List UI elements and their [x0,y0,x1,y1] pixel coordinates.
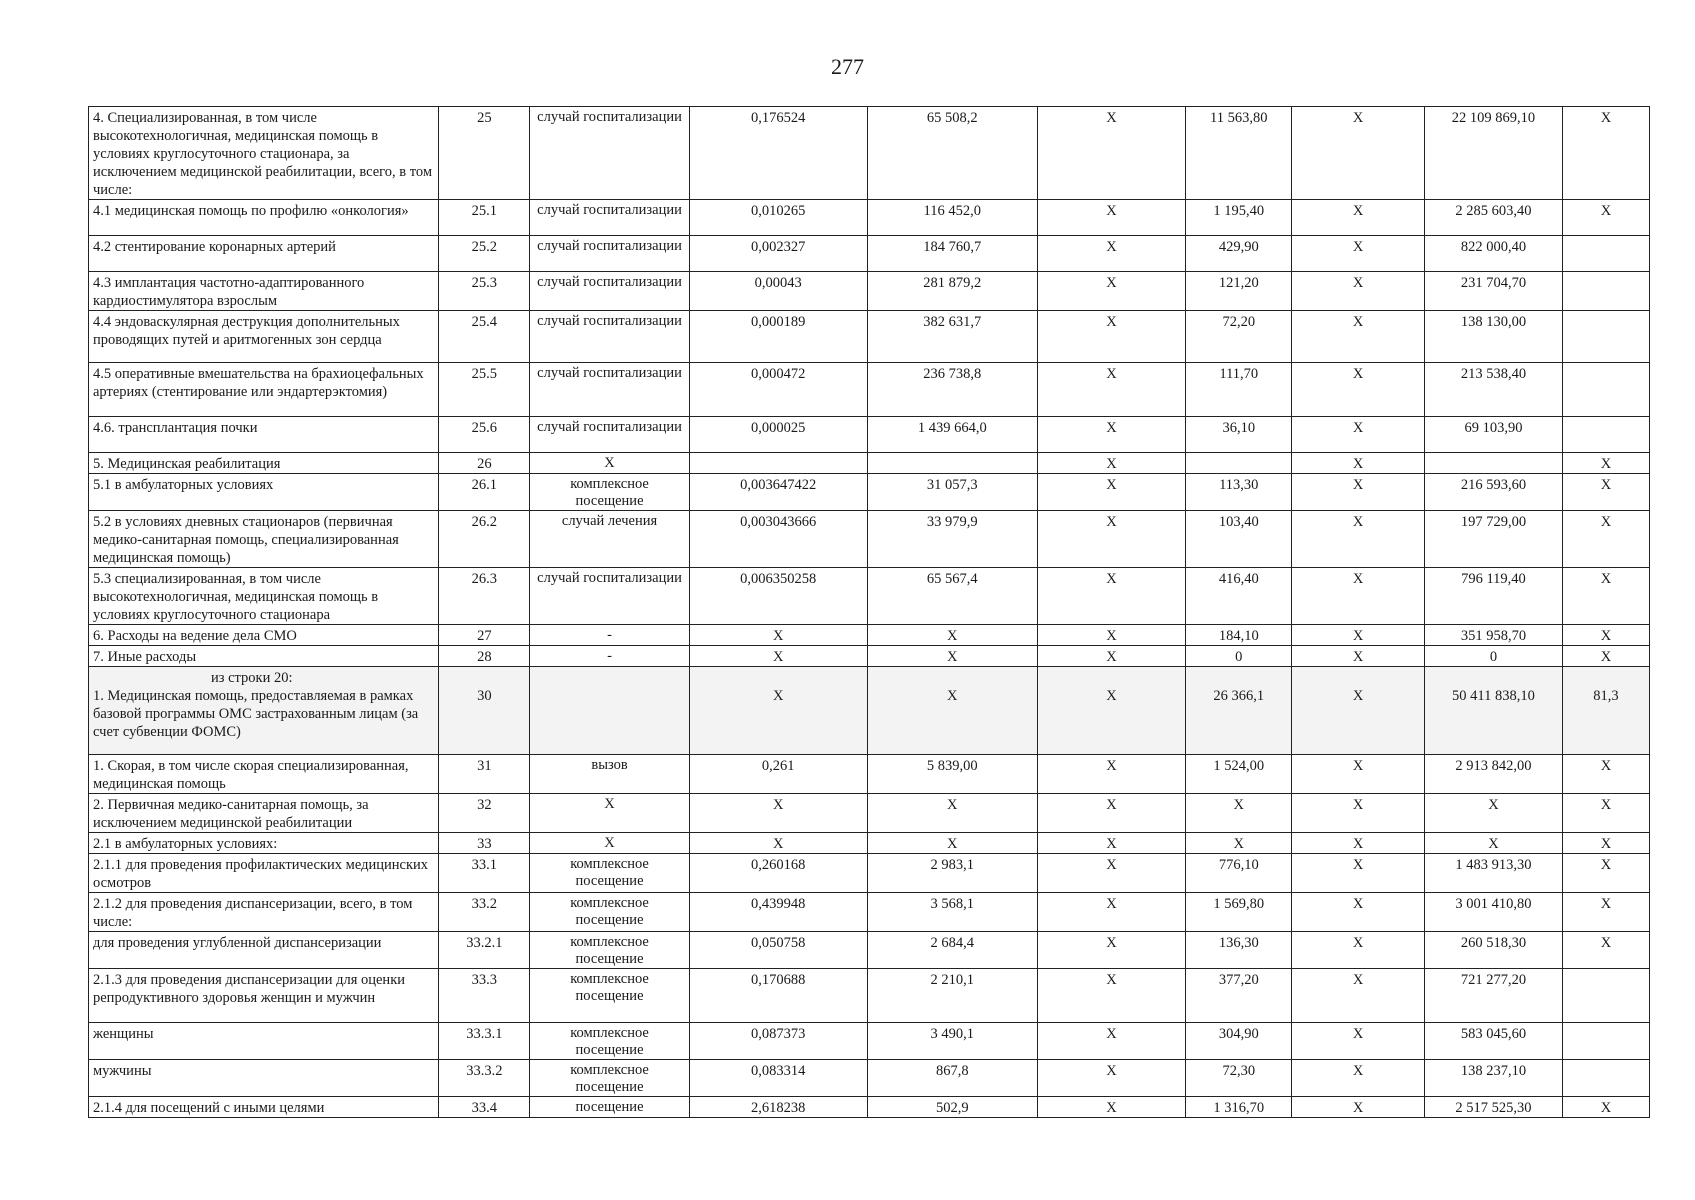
cell-name: 2.1.3 для проведения диспансеризации для оценки репродуктивного здоровья женщин и мужчин [89,969,439,1023]
cell-code: 25.5 [439,363,530,417]
cell-c4: 0,170688 [689,969,867,1023]
cell-c6: X [1037,568,1186,625]
cell-c10 [1562,272,1649,311]
cell-c5: 3 568,1 [867,893,1037,932]
cell-c8: X [1292,417,1425,453]
cell-c4: 0,087373 [689,1023,867,1060]
table-row [89,568,1650,625]
cell-c9: 2 517 525,30 [1424,1097,1562,1118]
cell-c7: 72,30 [1186,1060,1292,1097]
cell-name: 5.1 в амбулаторных условиях [89,474,439,511]
cell-c4: 0,003043666 [689,511,867,568]
cell-c9: 0 [1424,646,1562,667]
cell-c7: 776,10 [1186,854,1292,893]
cell-c9: X [1424,833,1562,854]
cell-c10: X [1562,932,1649,969]
cell-c8: X [1292,363,1425,417]
cell-code: 26.2 [439,511,530,568]
cell-c5: 31 057,3 [867,474,1037,511]
cell-c10: X [1562,893,1649,932]
cell-c9: 69 103,90 [1424,417,1562,453]
cell-c9: 1 483 913,30 [1424,854,1562,893]
cell-c4: 0,261 [689,755,867,794]
table-row [89,363,1650,417]
cell-c9: 138 130,00 [1424,311,1562,363]
cell-name: для проведения углубленной диспансеризации [89,932,439,969]
cell-c9: 22 109 869,10 [1424,107,1562,200]
cell-code: 31 [439,755,530,794]
cell-name: 4. Специализированная, в том числе высокотехнологичная, медицинская помощь в условиях круглосуточного стационара, за исключением медицинской реабилитации, всего, в том числе: [89,107,439,200]
cell-c6: X [1037,453,1186,474]
cell-c5: 65 508,2 [867,107,1037,200]
cell-c9: 351 958,70 [1424,625,1562,646]
table-row [89,1097,1650,1118]
cell-code: 32 [439,794,530,833]
cell-c9: 2 913 842,00 [1424,755,1562,794]
table-row [89,474,1650,511]
cell-code: 33.1 [439,854,530,893]
cell-name: 4.3 имплантация частотно-адаптированного кардиостимулятора взрослым [89,272,439,311]
cell-c8: X [1292,200,1425,236]
table-row [89,854,1650,893]
cell-c6: X [1037,794,1186,833]
table-row [89,833,1650,854]
cell-c10 [1562,1023,1649,1060]
cell-code: 33.3.1 [439,1023,530,1060]
cell-c7: 1 524,00 [1186,755,1292,794]
cell-name: 4.2 стентирование коронарных артерий [89,236,439,272]
cell-unit: случай госпитализации [530,236,689,272]
cell-name: мужчины [89,1060,439,1097]
cell-c10: X [1562,200,1649,236]
cell-c5: 1 439 664,0 [867,417,1037,453]
cell-code: 33.4 [439,1097,530,1118]
cell-name: 2.1.1 для проведения профилактических медицинских осмотров [89,854,439,893]
cell-code: 30 [439,667,530,755]
table-row [89,625,1650,646]
cell-c6: X [1037,474,1186,511]
cell-c10: X [1562,1097,1649,1118]
cell-c6: X [1037,667,1186,755]
cell-c4: 2,618238 [689,1097,867,1118]
cell-c6: X [1037,236,1186,272]
cell-c9: 796 119,40 [1424,568,1562,625]
cell-c7: 1 316,70 [1186,1097,1292,1118]
table-row [89,236,1650,272]
cell-c7: 0 [1186,646,1292,667]
cell-c7 [1186,453,1292,474]
cell-unit: комплексное посещение [530,854,689,893]
cell-code: 33 [439,833,530,854]
cell-c8: X [1292,236,1425,272]
cell-c4: X [689,794,867,833]
cell-code: 33.2 [439,893,530,932]
cell-c6: X [1037,511,1186,568]
cell-c7: X [1186,794,1292,833]
cell-c4: 0,010265 [689,200,867,236]
table-body [89,107,1650,1118]
cell-unit: - [530,625,689,646]
cell-c10: X [1562,107,1649,200]
cell-c8: X [1292,107,1425,200]
cell-c10 [1562,417,1649,453]
cell-c10 [1562,363,1649,417]
cell-unit: случай госпитализации [530,311,689,363]
cell-unit: комплексное посещение [530,1023,689,1060]
cell-code: 33.2.1 [439,932,530,969]
cell-c6: X [1037,107,1186,200]
cell-c10: X [1562,474,1649,511]
cell-c8: X [1292,833,1425,854]
cell-c9: 213 538,40 [1424,363,1562,417]
cell-c4: 0,000025 [689,417,867,453]
cell-unit: комплексное посещение [530,893,689,932]
cell-c4: X [689,667,867,755]
table-row [89,272,1650,311]
cell-c6: X [1037,625,1186,646]
cell-c5: 281 879,2 [867,272,1037,311]
cell-c6: X [1037,646,1186,667]
cell-c8: X [1292,893,1425,932]
cell-c9: 231 704,70 [1424,272,1562,311]
cell-name: 2.1.4 для посещений с иными целями [89,1097,439,1118]
table-row [89,311,1650,363]
cell-c5: X [867,646,1037,667]
cell-c5: 2 684,4 [867,932,1037,969]
cell-c4: 0,050758 [689,932,867,969]
cell-c6: X [1037,969,1186,1023]
cell-c9: 260 518,30 [1424,932,1562,969]
cell-c5: 236 738,8 [867,363,1037,417]
cell-c8: X [1292,1097,1425,1118]
cell-c6: X [1037,272,1186,311]
cell-c9: 50 411 838,10 [1424,667,1562,755]
cell-code: 25.6 [439,417,530,453]
cell-c7: 429,90 [1186,236,1292,272]
cell-name: 4.4 эндоваскулярная деструкция дополнительных проводящих путей и аритмогенных зон сердца [89,311,439,363]
cell-unit: X [530,833,689,854]
cell-code: 33.3.2 [439,1060,530,1097]
cell-c7: X [1186,833,1292,854]
cell-c6: X [1037,893,1186,932]
table-row [89,453,1650,474]
cell-c4: 0,083314 [689,1060,867,1097]
cell-c4: 0,439948 [689,893,867,932]
cell-code: 25.1 [439,200,530,236]
cell-unit: - [530,646,689,667]
cell-unit: случай госпитализации [530,568,689,625]
cell-c7: 36,10 [1186,417,1292,453]
cell-c9: 822 000,40 [1424,236,1562,272]
cell-code: 25 [439,107,530,200]
cell-c8: X [1292,755,1425,794]
cell-c5: X [867,625,1037,646]
cell-unit: посещение [530,1097,689,1118]
cell-c4: 0,002327 [689,236,867,272]
cell-c7: 121,20 [1186,272,1292,311]
cell-code: 25.4 [439,311,530,363]
cell-c5: X [867,833,1037,854]
cell-c9: 721 277,20 [1424,969,1562,1023]
cell-c10 [1562,969,1649,1023]
cell-c8: X [1292,568,1425,625]
cell-c9: 3 001 410,80 [1424,893,1562,932]
cell-c4: 0,006350258 [689,568,867,625]
table-row [89,417,1650,453]
cell-code: 26 [439,453,530,474]
cell-unit: случай госпитализации [530,417,689,453]
cell-c10: X [1562,755,1649,794]
cell-c5: X [867,667,1037,755]
cell-c7: 184,10 [1186,625,1292,646]
cell-c6: X [1037,200,1186,236]
cell-c6: X [1037,1060,1186,1097]
cell-code: 25.3 [439,272,530,311]
table-row [89,969,1650,1023]
cell-code: 27 [439,625,530,646]
cell-name: 2.1 в амбулаторных условиях: [89,833,439,854]
cell-unit: случай госпитализации [530,363,689,417]
cell-c8: X [1292,272,1425,311]
cell-unit: комплексное посещение [530,969,689,1023]
cell-c8: X [1292,625,1425,646]
cell-c10: 81,3 [1562,667,1649,755]
cell-c8: X [1292,667,1425,755]
cell-c9: 216 593,60 [1424,474,1562,511]
cell-c10: X [1562,625,1649,646]
cell-c9: 197 729,00 [1424,511,1562,568]
cell-c10: X [1562,646,1649,667]
cell-c10: X [1562,833,1649,854]
cell-unit: случай госпитализации [530,200,689,236]
cell-c7: 103,40 [1186,511,1292,568]
cell-c5: X [867,794,1037,833]
cell-c7: 304,90 [1186,1023,1292,1060]
cell-name: 4.1 медицинская помощь по профилю «онкология» [89,200,439,236]
cell-code: 25.2 [439,236,530,272]
cell-c7: 26 366,1 [1186,667,1292,755]
cell-name: женщины [89,1023,439,1060]
table-row [89,667,1650,755]
cell-c5: 382 631,7 [867,311,1037,363]
cell-c6: X [1037,311,1186,363]
cell-c5: 867,8 [867,1060,1037,1097]
cell-c8: X [1292,646,1425,667]
cell-name: 1. Скорая, в том числе скорая специализированная, медицинская помощь [89,755,439,794]
row-name: 1. Медицинская помощь, предоставляемая в рамках базовой программы ОМС застрахованным лицам (за счет субвенции ФОМС) [93,688,419,740]
cell-c7: 1 195,40 [1186,200,1292,236]
cell-unit: комплексное посещение [530,1060,689,1097]
cell-c7: 113,30 [1186,474,1292,511]
cell-unit: X [530,453,689,474]
cell-c8: X [1292,932,1425,969]
table-row [89,1060,1650,1097]
cell-c6: X [1037,854,1186,893]
cell-name: 4.6. трансплантация почки [89,417,439,453]
cell-c8: X [1292,794,1425,833]
cell-c10: X [1562,854,1649,893]
cell-name: 2.1.2 для проведения диспансеризации, всего, в том числе: [89,893,439,932]
cell-name: 4.5 оперативные вмешательства на брахиоцефальных артериях (стентирование или эндартерэктомия) [89,363,439,417]
cell-name: 5. Медицинская реабилитация [89,453,439,474]
cell-c5: 5 839,00 [867,755,1037,794]
cell-name: 2. Первичная медико-санитарная помощь, за исключением медицинской реабилитации [89,794,439,833]
cell-c4: 0,000472 [689,363,867,417]
table-row [89,511,1650,568]
cell-c6: X [1037,363,1186,417]
cell-c4 [689,453,867,474]
table-row [89,646,1650,667]
table-row [89,107,1650,200]
cell-c8: X [1292,311,1425,363]
cell-c4: 0,003647422 [689,474,867,511]
cell-c9: 2 285 603,40 [1424,200,1562,236]
cell-c7: 377,20 [1186,969,1292,1023]
cell-code: 26.3 [439,568,530,625]
cell-c7: 1 569,80 [1186,893,1292,932]
cell-c5: 184 760,7 [867,236,1037,272]
cell-c4: 0,176524 [689,107,867,200]
cell-c4: X [689,646,867,667]
cell-code: 28 [439,646,530,667]
cell-c4: 0,260168 [689,854,867,893]
cell-c5: 65 567,4 [867,568,1037,625]
section-note: из строки 20: [211,670,293,686]
cell-name: 6. Расходы на ведение дела СМО [89,625,439,646]
cell-c4: 0,000189 [689,311,867,363]
table-row [89,932,1650,969]
cell-c5: 2 983,1 [867,854,1037,893]
cell-c7: 72,20 [1186,311,1292,363]
cell-c9: X [1424,794,1562,833]
cell-c6: X [1037,932,1186,969]
table-row [89,200,1650,236]
table-row [89,794,1650,833]
cell-c9: 583 045,60 [1424,1023,1562,1060]
budget-table [88,106,1650,1118]
cell-unit: случай госпитализации [530,272,689,311]
cell-c5: 33 979,9 [867,511,1037,568]
cell-c5: 502,9 [867,1097,1037,1118]
cell-name [89,667,439,755]
table-row [89,1023,1650,1060]
cell-c6: X [1037,833,1186,854]
cell-c4: X [689,833,867,854]
cell-c7: 11 563,80 [1186,107,1292,200]
cell-c10 [1562,311,1649,363]
cell-unit: случай лечения [530,511,689,568]
cell-c7: 111,70 [1186,363,1292,417]
cell-c6: X [1037,1097,1186,1118]
table-row [89,893,1650,932]
cell-c4: X [689,625,867,646]
cell-c8: X [1292,1023,1425,1060]
cell-c8: X [1292,854,1425,893]
cell-c10: X [1562,453,1649,474]
cell-c8: X [1292,474,1425,511]
cell-c8: X [1292,1060,1425,1097]
cell-c8: X [1292,511,1425,568]
cell-c9 [1424,453,1562,474]
cell-unit: вызов [530,755,689,794]
cell-c7: 416,40 [1186,568,1292,625]
cell-unit: случай госпитализации [530,107,689,200]
cell-code: 33.3 [439,969,530,1023]
cell-unit [530,667,689,755]
cell-c9: 138 237,10 [1424,1060,1562,1097]
cell-unit: X [530,794,689,833]
cell-c10 [1562,1060,1649,1097]
cell-c4: 0,00043 [689,272,867,311]
cell-c10: X [1562,511,1649,568]
cell-unit: комплексное посещение [530,474,689,511]
cell-c5: 3 490,1 [867,1023,1037,1060]
cell-name: 5.2 в условиях дневных стационаров (первичная медико-санитарная помощь, специализированная медицинская помощь) [89,511,439,568]
page-number: 277 [831,54,864,79]
cell-unit: комплексное посещение [530,932,689,969]
cell-name: 7. Иные расходы [89,646,439,667]
cell-name: 5.3 специализированная, в том числе высокотехнологичная, медицинская помощь в условиях круглосуточного стационара [89,568,439,625]
cell-c6: X [1037,755,1186,794]
cell-c6: X [1037,417,1186,453]
cell-c6: X [1037,1023,1186,1060]
cell-c8: X [1292,969,1425,1023]
cell-c10 [1562,236,1649,272]
cell-code: 26.1 [439,474,530,511]
cell-c5: 116 452,0 [867,200,1037,236]
cell-c5 [867,453,1037,474]
table-row [89,755,1650,794]
cell-c8: X [1292,453,1425,474]
cell-c10: X [1562,794,1649,833]
cell-c5: 2 210,1 [867,969,1037,1023]
cell-c10: X [1562,568,1649,625]
cell-c7: 136,30 [1186,932,1292,969]
